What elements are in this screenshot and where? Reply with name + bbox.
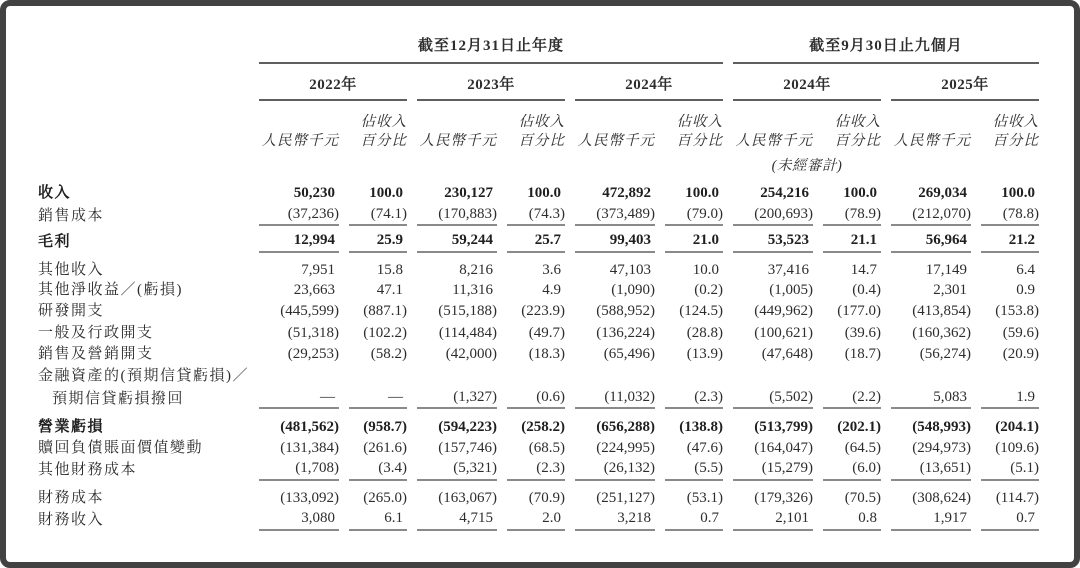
row-label: 毛利 (38, 234, 72, 250)
cell-value: 59,244 (417, 230, 497, 253)
table-row (38, 458, 1039, 481)
cell-value: 100.0 (1001, 185, 1035, 201)
cell-value: (133,092) (280, 489, 339, 506)
pct-of-revenue-header: 佔收入 百分比 (992, 114, 1039, 149)
cell-value: (124.5) (679, 302, 723, 319)
cell-value: (958.7) (363, 419, 407, 435)
cell-value: (15,279) (733, 458, 813, 481)
cell-value: (202.1) (837, 419, 881, 435)
cell-value (575, 366, 655, 387)
period-header-row (38, 34, 1039, 64)
cell-value: (204.1) (995, 419, 1039, 435)
cell-value: (58.2) (370, 345, 407, 362)
cell-value: (445,599) (280, 302, 339, 319)
row-label: 財務收入 (38, 512, 105, 528)
cell-value: (261.6) (363, 439, 407, 456)
cell-value: 4.9 (542, 282, 561, 298)
year-header-2022: 2022年 (259, 64, 407, 101)
cell-value: 0.7 (981, 508, 1039, 531)
cell-value: (53.1) (686, 489, 723, 506)
cell-value: (6.0) (823, 458, 881, 481)
cell-value: (13.9) (686, 345, 723, 362)
spacer-cell (38, 175, 1039, 183)
cell-value: (49.7) (528, 325, 565, 341)
cell-value: (18.7) (844, 345, 881, 362)
cell-value: (2.3) (665, 387, 723, 410)
amount-unit-header: 人民幣千元 (419, 133, 497, 149)
cell-value: 6.4 (1016, 261, 1035, 278)
cell-value: (373,489) (575, 204, 655, 227)
cell-value: (157,746) (438, 439, 497, 456)
cell-value: (78.8) (981, 204, 1039, 227)
table-row (38, 488, 1039, 509)
cell-value: (177.0) (837, 302, 881, 319)
row-label: 贖回負債賬面價值變動 (38, 439, 204, 456)
table-row (38, 183, 1039, 204)
spacer-cell (38, 64, 249, 101)
cell-value (259, 366, 339, 387)
cell-value: 17,149 (925, 261, 967, 278)
cell-value: 3,080 (259, 508, 339, 531)
cell-value (507, 366, 565, 387)
cell-value: 10.0 (692, 261, 719, 278)
cell-value: (223.9) (521, 302, 565, 319)
year-header-2024: 2024年 (575, 64, 723, 101)
cell-value: 25.7 (507, 230, 565, 253)
cell-value: (153.8) (995, 302, 1039, 319)
cell-value: 56,964 (891, 230, 971, 253)
cell-value: (515,188) (438, 302, 497, 319)
row-label: 銷售及營銷開支 (38, 345, 154, 362)
cell-value: (131,384) (280, 439, 339, 456)
amount-unit-header: 人民幣千元 (735, 133, 813, 149)
cell-value: (74.1) (349, 204, 407, 227)
cell-value: 25.9 (349, 230, 407, 253)
unaudited-note: (未經審計) (771, 158, 843, 174)
cell-value (665, 366, 723, 387)
cell-value (417, 366, 497, 387)
cell-value: 100.0 (685, 185, 719, 201)
table-row (38, 508, 1039, 531)
cell-value: (0.4) (852, 282, 881, 298)
cell-value: (224,995) (596, 439, 655, 456)
spacer-row (38, 253, 1039, 260)
row-label: 收入 (38, 185, 72, 201)
cell-value: 2,101 (733, 508, 813, 531)
row-label: 營業虧損 (38, 419, 105, 435)
cell-value: (59.6) (1002, 325, 1039, 341)
cell-value: 12,994 (259, 230, 339, 253)
cell-value: (0.6) (507, 387, 565, 410)
table-row (38, 323, 1039, 344)
cell-value: (548,993) (912, 419, 971, 435)
amount-unit-header: 人民幣千元 (261, 133, 339, 149)
spacer-row (38, 175, 1039, 183)
cell-value: (200,693) (733, 204, 813, 227)
cell-value: 15.8 (376, 261, 403, 278)
cell-value: (308,624) (912, 489, 971, 506)
cell-value (349, 366, 407, 387)
cell-value: (5.5) (665, 458, 723, 481)
cell-value: — (349, 387, 407, 410)
period-header-interim: 截至9月30日止九個月 (733, 34, 1039, 64)
cell-value (733, 366, 813, 387)
cell-value: (109.6) (995, 439, 1039, 456)
cell-value: (114.7) (995, 489, 1039, 506)
cell-value: (11,032) (575, 387, 655, 410)
cell-value: (102.2) (363, 325, 407, 341)
row-label: 其他財務成本 (38, 462, 138, 478)
cell-value: (887.1) (363, 302, 407, 319)
pct-of-revenue-header: 佔收入 百分比 (676, 114, 723, 149)
cell-value: (164,047) (754, 439, 813, 456)
table-row (38, 344, 1039, 365)
cell-value: (1,708) (259, 458, 339, 481)
cell-value: (20.9) (1002, 345, 1039, 362)
cell-value: (5,502) (733, 387, 813, 410)
row-label: 其他淨收益／(虧損) (38, 282, 183, 298)
cell-value: (163,067) (438, 489, 497, 506)
cell-value: 21.1 (823, 230, 881, 253)
table-row (38, 230, 1039, 253)
cell-value: (29,253) (287, 345, 339, 362)
cell-value: 1,917 (891, 508, 971, 531)
cell-value: (68.5) (528, 439, 565, 456)
cell-value: 7,951 (301, 261, 335, 278)
row-label: 銷售成本 (38, 207, 105, 224)
pct-of-revenue-header: 佔收入 百分比 (360, 114, 407, 149)
row-label: 預期信貸虧損撥回 (52, 390, 185, 407)
spacer-cell (259, 151, 723, 175)
cell-value: (64.5) (844, 439, 881, 456)
spacer-row (38, 481, 1039, 488)
period-header-annual: 截至12月31日止年度 (259, 34, 723, 64)
cell-value: (26,132) (575, 458, 655, 481)
table-row (38, 387, 1039, 410)
cell-value: (138.8) (679, 419, 723, 435)
cell-value: 230,127 (444, 185, 493, 201)
cell-value: (79.0) (665, 204, 723, 227)
cell-value: (5.1) (981, 458, 1039, 481)
cell-value: (74.3) (507, 204, 565, 227)
cell-value: (18.3) (528, 345, 565, 362)
cell-value: 100.0 (369, 185, 403, 201)
cell-value: (160,362) (912, 325, 971, 341)
table-row (38, 438, 1039, 459)
cell-value: (251,127) (596, 489, 655, 506)
cell-value: 254,216 (760, 185, 809, 201)
pct-of-revenue-header: 佔收入 百分比 (834, 114, 881, 149)
row-label: 財務成本 (38, 489, 105, 506)
cell-value: 11,316 (452, 282, 493, 298)
cell-value: (481,562) (280, 419, 339, 435)
cell-value: — (259, 387, 339, 410)
cell-value: 100.0 (527, 185, 561, 201)
cell-value: (100,621) (754, 325, 813, 341)
cell-value: (294,973) (912, 439, 971, 456)
cell-value: (449,962) (754, 302, 813, 319)
cell-value: 3,218 (575, 508, 655, 531)
cell-value: 50,230 (293, 185, 335, 201)
cell-value: 37,416 (767, 261, 809, 278)
year-header-2023: 2023年 (417, 64, 565, 101)
cell-value: 3.6 (542, 261, 561, 278)
cell-value: (5,321) (417, 458, 497, 481)
cell-value: (47,648) (761, 345, 813, 362)
cell-value: (13,651) (891, 458, 971, 481)
spacer-cell (891, 151, 1039, 175)
cell-value: 100.0 (843, 185, 877, 201)
cell-value: (513,799) (754, 419, 813, 435)
cell-value: (1,327) (417, 387, 497, 410)
cell-value: (70.9) (528, 489, 565, 506)
year-header-row (38, 64, 1039, 101)
year-header-2024-interim: 2024年 (733, 64, 881, 101)
cell-value: (3.4) (349, 458, 407, 481)
cell-value: (258.2) (521, 419, 565, 435)
cell-value: 2,301 (933, 282, 967, 298)
cell-value: 6.1 (349, 508, 407, 531)
cell-value: 2.0 (507, 508, 565, 531)
table-row (38, 366, 1039, 387)
cell-value: (656,288) (596, 419, 655, 435)
cell-value: 47.1 (376, 282, 403, 298)
table-row (38, 301, 1039, 322)
cell-value: (212,070) (891, 204, 971, 227)
cell-value: (47.6) (686, 439, 723, 456)
cell-value: (1,005) (769, 282, 813, 298)
spacer-cell (38, 151, 249, 175)
cell-value: (413,854) (912, 302, 971, 319)
cell-value: (1,090) (611, 282, 655, 298)
cell-value: 0.9 (1016, 282, 1035, 298)
row-label: 金融資產的(預期信貸虧損)／ (38, 368, 249, 384)
cell-value: (39.6) (844, 325, 881, 341)
table-body (38, 183, 1039, 531)
cell-value: (51,318) (287, 325, 339, 341)
pct-of-revenue-header: 佔收入 百分比 (518, 114, 565, 149)
cell-value: 4,715 (417, 508, 497, 531)
spacer-cell (38, 34, 249, 64)
cell-value: (588,952) (596, 302, 655, 319)
cell-value: (136,224) (596, 325, 655, 341)
cell-value: 472,892 (602, 185, 651, 201)
row-label: 一般及行政開支 (38, 325, 154, 341)
cell-value: (170,883) (417, 204, 497, 227)
cell-value: (37,236) (259, 204, 339, 227)
cell-value: 269,034 (918, 185, 967, 201)
cell-value: (594,223) (438, 419, 497, 435)
subheader-row (38, 101, 1039, 151)
table-row (38, 204, 1039, 227)
cell-value: (42,000) (445, 345, 497, 362)
year-header-2025-interim: 2025年 (891, 64, 1039, 101)
cell-value: 8,216 (459, 261, 493, 278)
cell-value: (179,326) (754, 489, 813, 506)
cell-value: (114,484) (438, 325, 497, 341)
cell-value: 0.8 (823, 508, 881, 531)
cell-value (981, 366, 1039, 387)
amount-unit-header: 人民幣千元 (577, 133, 655, 149)
unaudited-note-row (38, 151, 1039, 175)
cell-value: (65,496) (603, 345, 655, 362)
cell-value: 23,663 (293, 282, 335, 298)
cell-value: 53,523 (733, 230, 813, 253)
cell-value: (56,274) (919, 345, 971, 362)
cell-value: 21.0 (665, 230, 723, 253)
cell-value: (2.2) (823, 387, 881, 410)
table-row (38, 417, 1039, 438)
row-label: 研發開支 (38, 302, 105, 319)
amount-unit-header: 人民幣千元 (893, 133, 971, 149)
cell-value: 47,103 (609, 261, 651, 278)
table-row (38, 260, 1039, 281)
cell-value: (0.2) (694, 282, 723, 298)
cell-value: (2.3) (507, 458, 565, 481)
table-row (38, 280, 1039, 301)
cell-value: (28.8) (686, 325, 723, 341)
cell-value (891, 366, 971, 387)
cell-value: 0.7 (665, 508, 723, 531)
spacer-cell (38, 101, 249, 151)
cell-value: (78.9) (823, 204, 881, 227)
cell-value: 21.2 (981, 230, 1039, 253)
cell-value: 1.9 (981, 387, 1039, 410)
cell-value (823, 366, 881, 387)
cell-value: (70.5) (844, 489, 881, 506)
spacer-row (38, 409, 1039, 417)
cell-value: 14.7 (850, 261, 877, 278)
row-label: 其他收入 (38, 261, 105, 278)
cell-value: 5,083 (891, 387, 971, 410)
cell-value: (265.0) (363, 489, 407, 506)
financial-table (28, 34, 1049, 531)
cell-value: 99,403 (575, 230, 655, 253)
